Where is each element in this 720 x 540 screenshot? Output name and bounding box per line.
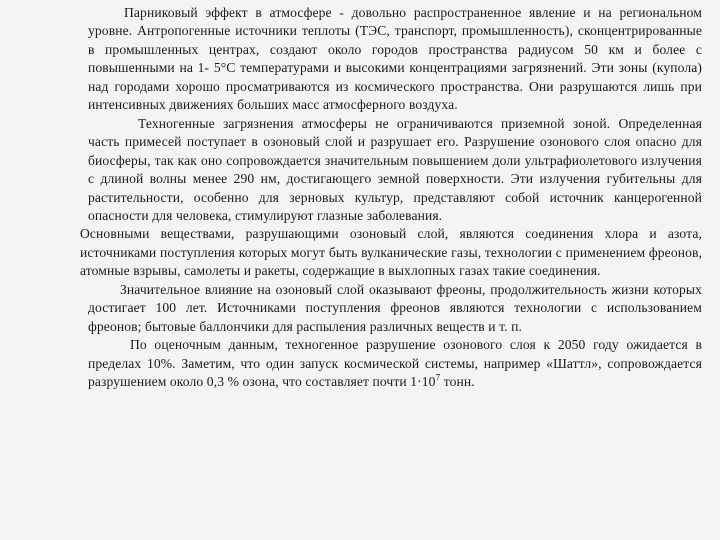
paragraph-technogenic-pollution: Техногенные загрязнения атмосферы не ограничиваются приземной зоной. Определенная часть примесей поступает в озоновый слой и разрушает его. Разрушение озонового слоя опасно для биосферы, так как оно сопровождается значительным повышением доли ультрафиолетового излучения с длиной волны менее 290 нм, достигающего земной поверхности. Эти излучения губительны для растительности, особенно для зерновых культур, представляют собой источник канцерогенной опасности для человека, стимулируют глазные заболевания. <box>88 115 702 223</box>
forecast-text: По оценочным данным, техногенное разрушение озонового слоя к 2050 году ожидается в пределах 10%. Заметим, что один запуск космической системы, например «Шаттл», сопровождается разрушением около 0,3 % озона, что составляет почти 1·10 <box>88 337 702 390</box>
forecast-exponent: 7 <box>435 372 441 383</box>
paragraph-forecast <box>88 336 702 391</box>
paragraph-freons: Значительное влияние на озоновый слой оказывают фреоны, продолжительность жизни которых достигает 100 лет. Источниками поступления фреонов являются технологии с использованием фреонов; бытовые баллончики для распыления различных веществ и т. п. <box>88 281 702 334</box>
paragraph-ozone-destroying-substances: Основными веществами, разрушающими озоновый слой, являются соединения хлора и азота, источниками поступления которых могут быть вулканические газы, технологии с применением фреонов, атомные взрывы, самолеты и ракеты, содержащие в выхлопных газах такие соединения. <box>80 226 702 279</box>
paragraph-greenhouse-effect: Парниковый эффект в атмосфере - довольно распространенное явление и на региональном уровне. Антропогенные источники теплоты (ТЭС, транспорт, промышленность), сконцентрированные в промышленных центрах, создают около городов пространства радиусом 50 км и более с повышенными на 1- 5°С температурами и высокими концентрациями загрязнений. Эти зоны (купола) над городами хорошо просматриваются из космического пространства. Они разрушаются лишь при интенсивных движениях больших масс атмосферного воздуха. <box>88 5 702 113</box>
forecast-unit: тонн. <box>440 374 475 390</box>
document-body <box>80 4 702 392</box>
